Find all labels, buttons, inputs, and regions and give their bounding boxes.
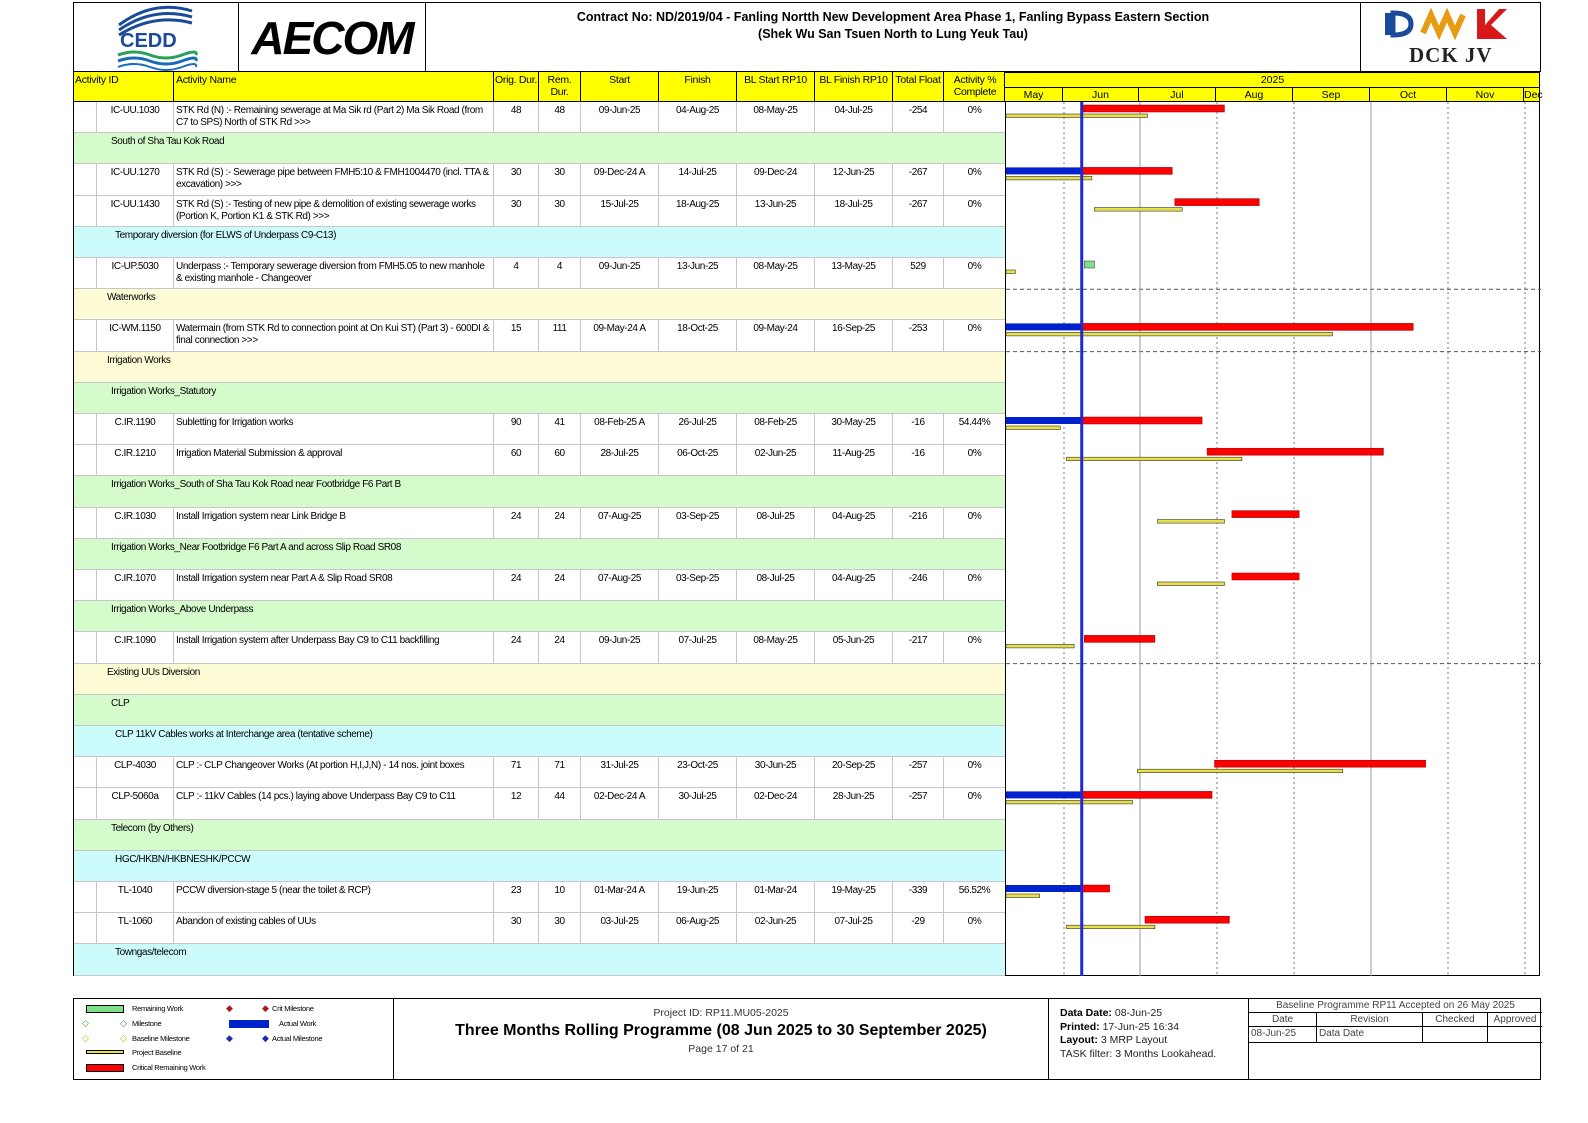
- rev-header-revision: Revision: [1317, 1013, 1423, 1027]
- total-float: -217: [893, 632, 944, 662]
- pct-complete: 54.44%: [944, 414, 1006, 444]
- wbs-band[interactable]: [74, 601, 1006, 632]
- col-rem-dur[interactable]: Rem. Dur.: [539, 72, 581, 101]
- bl-finish: 12-Jun-25: [815, 164, 893, 194]
- rem-dur: 30: [539, 196, 581, 226]
- activity-id: C.IR.1070: [96, 570, 174, 600]
- bl-start: 08-May-25: [737, 102, 815, 132]
- wbs-label: South of Sha Tau Kok Road: [111, 136, 225, 148]
- bl-finish: 18-Jul-25: [815, 196, 893, 226]
- legend-baseline-label: Project Baseline: [132, 1048, 182, 1057]
- wbs-label: CLP 11kV Cables works at Interchange area (tentative scheme): [115, 729, 373, 740]
- start-date: 01-Mar-24 A: [581, 882, 659, 912]
- orig-dur: 24: [494, 632, 539, 662]
- wbs-band[interactable]: [74, 383, 1006, 414]
- page-header: [73, 2, 1541, 72]
- footer-title-block: [394, 999, 1049, 1079]
- critical-remaining-bar: [1145, 916, 1229, 923]
- start-date: 07-Aug-25: [581, 508, 659, 538]
- data-date-line: [1080, 102, 1083, 976]
- activity-name: STK Rd (N) :- Remaining sewerage at Ma Sik rd (Part 2) Ma Sik Road (from C7 to SPS) North of STK Rd >>>: [174, 102, 494, 132]
- start-date: 09-May-24 A: [581, 320, 659, 350]
- activity-table: [73, 102, 1005, 976]
- baseline-bar: [1006, 176, 1092, 180]
- activity-id: C.IR.1190: [96, 414, 174, 444]
- wbs-band[interactable]: [74, 851, 1006, 882]
- legend-baseline-milestone-icon-2: ◇: [120, 1033, 127, 1043]
- total-float: -16: [893, 445, 944, 475]
- orig-dur: 71: [494, 757, 539, 787]
- table-row[interactable]: [74, 164, 1006, 195]
- col-finish[interactable]: Finish: [659, 72, 737, 101]
- activity-id: TL-1060: [96, 913, 174, 943]
- orig-dur: 30: [494, 196, 539, 226]
- aecom-logo: [239, 3, 426, 73]
- start-date: 03-Jul-25: [581, 913, 659, 943]
- critical-remaining-bar: [1082, 885, 1110, 892]
- legend-critical-label: Critical Remaining Work: [132, 1063, 206, 1072]
- pct-complete: 0%: [944, 164, 1006, 194]
- pct-complete: 0%: [944, 508, 1006, 538]
- total-float: -16: [893, 414, 944, 444]
- layout-value: 3 MRP Layout: [1100, 1034, 1168, 1046]
- finish-date: 23-Oct-25: [659, 757, 737, 787]
- month-label: Jul: [1139, 88, 1216, 102]
- total-float: 529: [893, 258, 944, 288]
- critical-remaining-bar: [1082, 167, 1173, 174]
- finish-date: 03-Sep-25: [659, 570, 737, 600]
- finish-date: 19-Jun-25: [659, 882, 737, 912]
- month-label: Oct: [1370, 88, 1447, 102]
- critical-remaining-bar: [1232, 511, 1299, 518]
- bl-start: 01-Mar-24: [737, 882, 815, 912]
- contract-title: [426, 3, 1360, 73]
- pct-complete: 0%: [944, 258, 1006, 288]
- actual-work-bar: [1006, 885, 1082, 892]
- revision-table: [1249, 999, 1542, 1079]
- rem-dur: 4: [539, 258, 581, 288]
- month-label: May: [1005, 88, 1063, 102]
- month-label: Aug: [1216, 88, 1293, 102]
- activity-name: STK Rd (S) :- Sewerage pipe between FMH5:10 & FMH1004470 (incl. TTA & excavation) >>>: [174, 164, 494, 194]
- rev-row-approved: [1488, 1027, 1542, 1043]
- page-footer: [73, 998, 1541, 1080]
- start-date: 09-Jun-25: [581, 632, 659, 662]
- actual-work-bar: [1006, 417, 1082, 424]
- start-date: 08-Feb-25 A: [581, 414, 659, 444]
- bl-start: 08-May-25: [737, 258, 815, 288]
- finish-date: 26-Jul-25: [659, 414, 737, 444]
- baseline-bar: [1006, 894, 1040, 898]
- rem-dur: 44: [539, 788, 581, 818]
- dck-symbols-icon: [1361, 3, 1543, 43]
- activity-name: Install Irrigation system after Underpass Bay C9 to C11 backfilling: [174, 632, 494, 662]
- activity-name: PCCW diversion-stage 5 (near the toilet & RCP): [174, 882, 494, 912]
- printed-label: Printed:: [1060, 1020, 1100, 1033]
- legend-actual-swatch: [229, 1020, 269, 1028]
- legend-baseline-milestone-icon: ◇: [82, 1033, 89, 1043]
- table-header: [73, 72, 1005, 102]
- pct-complete: 0%: [944, 445, 1006, 475]
- wbs-band[interactable]: [74, 227, 1006, 258]
- baseline-bar: [1006, 800, 1132, 804]
- activity-name: Install Irrigation system near Link Bridge B: [174, 508, 494, 538]
- start-date: 02-Dec-24 A: [581, 788, 659, 818]
- baseline-bar: [1067, 925, 1155, 929]
- legend-baseline-milestone-label: Baseline Milestone: [132, 1034, 190, 1043]
- wbs-label: HGC/HKBN/HKBNESHK/PCCW: [115, 853, 251, 865]
- wbs-label: Temporary diversion (for ELWS of Underpass C9-C13): [115, 229, 337, 241]
- table-row[interactable]: [74, 632, 1006, 663]
- pct-complete: 56.52%: [944, 882, 1006, 912]
- printed-value: 17-Jun-25 16:34: [1102, 1020, 1180, 1033]
- bl-start: 30-Jun-25: [737, 757, 815, 787]
- actual-work-bar: [1006, 323, 1082, 330]
- orig-dur: 30: [494, 913, 539, 943]
- activity-name: Abandon of existing cables of UUs: [174, 913, 494, 943]
- activity-id: IC-UU.1030: [96, 102, 174, 132]
- month-label: Sep: [1293, 88, 1370, 102]
- activity-name: Watermain (from STK Rd to connection point at On Kui ST) (Part 3) - 600DI & final connection >>>: [174, 320, 494, 350]
- wbs-band[interactable]: [74, 352, 1006, 383]
- bl-start: 02-Jun-25: [737, 913, 815, 943]
- orig-dur: 24: [494, 570, 539, 600]
- timeline-year: 2025: [1005, 73, 1540, 88]
- wbs-band[interactable]: [74, 695, 1006, 726]
- table-row[interactable]: [74, 414, 1006, 445]
- rem-dur: 41: [539, 414, 581, 444]
- table-row[interactable]: [74, 913, 1006, 944]
- col-activity-name[interactable]: Activity Name: [174, 72, 494, 101]
- month-label: Dec: [1524, 89, 1543, 101]
- data-date-value: 08-Jun-25: [1114, 1007, 1163, 1019]
- activity-id: CLP-4030: [96, 757, 174, 787]
- activity-name: CLP :- CLP Changeover Works (At portion H,I,J,N) - 14 nos. joint boxes: [174, 757, 494, 787]
- table-row[interactable]: [74, 788, 1006, 819]
- col-orig-dur[interactable]: Orig. Dur.: [494, 72, 539, 101]
- wbs-band[interactable]: [74, 820, 1006, 851]
- rev-header-date: Date: [1249, 1013, 1317, 1027]
- rem-dur: 48: [539, 102, 581, 132]
- contract-line-1: Contract No: ND/2019/04 - Fanling Nortth New Development Area Phase 1, Fanling Bypass Eastern Section: [576, 10, 1210, 24]
- col-total-float[interactable]: Total Float: [893, 72, 944, 101]
- orig-dur: 15: [494, 320, 539, 350]
- pct-complete: 0%: [944, 757, 1006, 787]
- month-label: Nov: [1447, 88, 1524, 102]
- start-date: 28-Jul-25: [581, 445, 659, 475]
- critical-remaining-bar: [1082, 791, 1212, 798]
- col-start[interactable]: Start: [581, 72, 659, 101]
- rem-dur: 111: [539, 320, 581, 350]
- col-bl-finish[interactable]: BL Finish RP10: [815, 72, 893, 101]
- finish-date: 18-Aug-25: [659, 196, 737, 226]
- activity-id: C.IR.1210: [96, 445, 174, 475]
- total-float: -339: [893, 882, 944, 912]
- rem-dur: 71: [539, 757, 581, 787]
- pct-complete: 0%: [944, 788, 1006, 818]
- dck-jv-logo: [1360, 3, 1542, 73]
- start-date: 15-Jul-25: [581, 196, 659, 226]
- cedd-logo-icon: [74, 3, 239, 73]
- finish-date: 06-Aug-25: [659, 913, 737, 943]
- pct-complete: 0%: [944, 102, 1006, 132]
- critical-remaining-bar: [1084, 635, 1155, 642]
- activity-name: Irrigation Material Submission & approval: [174, 445, 494, 475]
- activity-name: Install Irrigation system near Part A & Slip Road SR08: [174, 570, 494, 600]
- total-float: -267: [893, 196, 944, 226]
- total-float: -29: [893, 913, 944, 943]
- critical-remaining-bar: [1082, 417, 1202, 424]
- wbs-label: Irrigation Works_Above Underpass: [111, 604, 254, 616]
- actual-work-bar: [1006, 791, 1082, 798]
- bl-finish: 07-Jul-25: [815, 913, 893, 943]
- rev-header-checked: Checked: [1423, 1013, 1488, 1027]
- table-row[interactable]: [74, 882, 1006, 913]
- wbs-label: Irrigation Works_Near Footbridge F6 Part A and across Slip Road SR08: [111, 541, 401, 553]
- activity-name: Underpass :- Temporary sewerage diversion from FMH5.05 to new manhole & existing manhole - Changeover: [174, 258, 494, 288]
- wbs-label: Irrigation Works: [107, 354, 171, 366]
- pct-complete: 0%: [944, 196, 1006, 226]
- legend-baseline-swatch: [86, 1050, 124, 1054]
- activity-id: IC-UU.1430: [96, 196, 174, 226]
- critical-remaining-bar: [1082, 105, 1225, 112]
- wbs-label: Irrigation Works_South of Sha Tau Kok Road near Footbridge F6 Part B: [111, 479, 401, 491]
- activity-name: Subletting for Irrigation works: [174, 414, 494, 444]
- svg-text:CEDD: CEDD: [120, 30, 177, 52]
- critical-remaining-bar: [1215, 760, 1426, 767]
- col-pct-complete[interactable]: Activity % Complete: [953, 74, 997, 98]
- timeline-header: [1005, 72, 1543, 102]
- dck-jv-logo-text: DCK JV: [1409, 43, 1493, 67]
- legend-actual-milestone-label: Actual Milestone: [272, 1034, 323, 1043]
- bl-finish: 04-Aug-25: [815, 570, 893, 600]
- table-row[interactable]: [74, 320, 1006, 351]
- orig-dur: 30: [494, 164, 539, 194]
- critical-remaining-bar: [1082, 323, 1413, 330]
- wbs-label: CLP: [111, 697, 130, 709]
- bl-finish: 28-Jun-25: [815, 788, 893, 818]
- orig-dur: 90: [494, 414, 539, 444]
- baseline-bar: [1006, 270, 1015, 274]
- gantt-chart: [1005, 102, 1540, 976]
- bl-finish: 04-Aug-25: [815, 508, 893, 538]
- legend-crit-milestone-icon: ◆: [226, 1003, 233, 1013]
- legend-crit-milestone-label: Crit Milestone: [272, 1004, 314, 1013]
- rev-row-revision: Data Date: [1317, 1027, 1423, 1043]
- layout-label: Layout:: [1060, 1034, 1098, 1046]
- rem-dur: 60: [539, 445, 581, 475]
- bl-start: 08-Jul-25: [737, 570, 815, 600]
- wbs-band[interactable]: [74, 664, 1006, 695]
- bl-finish: 19-May-25: [815, 882, 893, 912]
- baseline-bar: [1157, 520, 1224, 524]
- table-row[interactable]: [74, 102, 1006, 133]
- activity-id: IC-WM.1150: [96, 320, 174, 350]
- pct-complete: 0%: [944, 570, 1006, 600]
- start-date: 09-Dec-24 A: [581, 164, 659, 194]
- wbs-band[interactable]: [74, 726, 1006, 757]
- baseline-note: Baseline Programme RP11 Accepted on 26 May 2025: [1249, 999, 1542, 1013]
- start-date: 07-Aug-25: [581, 570, 659, 600]
- rem-dur: 30: [539, 164, 581, 194]
- legend-critical-swatch: [86, 1064, 124, 1072]
- start-date: 31-Jul-25: [581, 757, 659, 787]
- finish-date: 13-Jun-25: [659, 258, 737, 288]
- legend-milestone-label: Milestone: [132, 1019, 162, 1028]
- wbs-label: Telecom (by Others): [111, 822, 194, 834]
- page-number: Page 17 of 21: [688, 1043, 754, 1055]
- actual-work-bar: [1006, 167, 1082, 174]
- total-float: -267: [893, 164, 944, 194]
- bl-finish: 11-Aug-25: [815, 445, 893, 475]
- total-float: -216: [893, 508, 944, 538]
- bl-finish: 05-Jun-25: [815, 632, 893, 662]
- project-id: Project ID: RP11.MU05-2025: [653, 1007, 789, 1019]
- bl-start: 09-Dec-24: [737, 164, 815, 194]
- wbs-band[interactable]: [74, 944, 1006, 975]
- critical-remaining-bar: [1207, 448, 1383, 455]
- table-row[interactable]: [74, 445, 1006, 476]
- activity-name: CLP :- 11kV Cables (14 pcs.) laying above Underpass Bay C9 to C11: [174, 788, 494, 818]
- wbs-label: Existing UUs Diversion: [107, 666, 200, 678]
- baseline-bar: [1006, 332, 1333, 336]
- legend-actual-label: Actual Work: [279, 1019, 316, 1028]
- orig-dur: 60: [494, 445, 539, 475]
- bl-finish: 20-Sep-25: [815, 757, 893, 787]
- pct-complete: 0%: [944, 913, 1006, 943]
- legend-remaining-label: Remaining Work: [132, 1004, 184, 1013]
- rem-dur: 30: [539, 913, 581, 943]
- rem-dur: 24: [539, 570, 581, 600]
- orig-dur: 48: [494, 102, 539, 132]
- baseline-bar: [1006, 426, 1060, 430]
- rev-row-date: 08-Jun-25: [1249, 1027, 1317, 1043]
- baseline-bar: [1157, 582, 1224, 586]
- table-row[interactable]: [74, 196, 1006, 227]
- rem-dur: 10: [539, 882, 581, 912]
- table-row[interactable]: [74, 258, 1006, 289]
- gantt-svg: [1006, 102, 1541, 976]
- baseline-bar: [1137, 769, 1342, 773]
- bl-start: 08-Jul-25: [737, 508, 815, 538]
- pct-complete: 0%: [944, 320, 1006, 350]
- total-float: -257: [893, 788, 944, 818]
- activity-id: IC-UP.5030: [96, 258, 174, 288]
- wbs-band[interactable]: [74, 476, 1006, 507]
- footer-info: [1049, 999, 1249, 1079]
- total-float: -254: [893, 102, 944, 132]
- rem-dur: 24: [539, 508, 581, 538]
- activity-id: CLP-5060a: [96, 788, 174, 818]
- bl-finish: 30-May-25: [815, 414, 893, 444]
- legend: [74, 999, 394, 1079]
- activity-id: C.IR.1030: [96, 508, 174, 538]
- finish-date: 04-Aug-25: [659, 102, 737, 132]
- finish-date: 18-Oct-25: [659, 320, 737, 350]
- bl-start: 08-May-25: [737, 632, 815, 662]
- activity-id: TL-1040: [96, 882, 174, 912]
- table-row[interactable]: [74, 508, 1006, 539]
- bl-start: 13-Jun-25: [737, 196, 815, 226]
- finish-date: 30-Jul-25: [659, 788, 737, 818]
- bl-start: 08-Feb-25: [737, 414, 815, 444]
- legend-remaining-swatch: [86, 1005, 124, 1013]
- bl-start: 02-Jun-25: [737, 445, 815, 475]
- wbs-band[interactable]: [74, 539, 1006, 570]
- finish-date: 06-Oct-25: [659, 445, 737, 475]
- finish-date: 14-Jul-25: [659, 164, 737, 194]
- finish-date: 07-Jul-25: [659, 632, 737, 662]
- baseline-bar: [1067, 457, 1242, 461]
- bl-finish: 16-Sep-25: [815, 320, 893, 350]
- bl-start: 02-Dec-24: [737, 788, 815, 818]
- schedule-page: [73, 2, 1541, 1082]
- baseline-bar: [1006, 644, 1074, 648]
- col-activity-id[interactable]: Activity ID: [74, 72, 174, 101]
- wbs-band[interactable]: [74, 133, 1006, 164]
- rev-row-checked: [1423, 1027, 1488, 1043]
- total-float: -246: [893, 570, 944, 600]
- critical-remaining-bar: [1232, 573, 1299, 580]
- wbs-label: Irrigation Works_Statutory: [111, 385, 217, 397]
- orig-dur: 4: [494, 258, 539, 288]
- baseline-bar: [1094, 208, 1182, 212]
- contract-line-2: (Shek Wu San Tsuen North to Lung Yeuk Tau): [758, 27, 1028, 41]
- baseline-bar: [1006, 114, 1147, 118]
- data-date-label: Data Date:: [1060, 1007, 1112, 1019]
- report-title: Three Months Rolling Programme (08 Jun 2025 to 30 September 2025): [455, 1022, 987, 1039]
- legend-milestone-icon: ◇: [82, 1018, 89, 1028]
- legend-crit-milestone-icon-2: ◆: [262, 1003, 269, 1013]
- activity-id: C.IR.1090: [96, 632, 174, 662]
- col-bl-start[interactable]: BL Start RP10: [737, 72, 815, 101]
- orig-dur: 24: [494, 508, 539, 538]
- activity-name: STK Rd (S) :- Testing of new pipe & demolition of existing sewerage works (Portion K, Portion K1 & STK Rd) >>>: [174, 196, 494, 226]
- total-float: -257: [893, 757, 944, 787]
- activity-id: IC-UU.1270: [96, 164, 174, 194]
- rem-dur: 24: [539, 632, 581, 662]
- remaining-work-bar: [1084, 261, 1094, 268]
- critical-remaining-bar: [1175, 199, 1259, 206]
- task-filter: TASK filter: 3 Months Lookahead.: [1060, 1047, 1217, 1060]
- table-row[interactable]: [74, 570, 1006, 601]
- orig-dur: 12: [494, 788, 539, 818]
- legend-milestone-icon-2: ◇: [120, 1018, 127, 1028]
- finish-date: 03-Sep-25: [659, 508, 737, 538]
- wbs-label: Towngas/telecom: [115, 947, 187, 959]
- month-label: Jun: [1063, 88, 1139, 102]
- pct-complete: 0%: [944, 632, 1006, 662]
- table-row[interactable]: [74, 757, 1006, 788]
- aecom-logo-text: AECOM: [251, 12, 413, 64]
- bl-start: 09-May-24: [737, 320, 815, 350]
- start-date: 09-Jun-25: [581, 258, 659, 288]
- wbs-label: Waterworks: [107, 292, 156, 304]
- total-float: -253: [893, 320, 944, 350]
- legend-actual-milestone-icon-2: ◆: [262, 1033, 269, 1043]
- start-date: 09-Jun-25: [581, 102, 659, 132]
- bl-finish: 13-May-25: [815, 258, 893, 288]
- legend-actual-milestone-icon: ◆: [226, 1033, 233, 1043]
- cedd-logo: [74, 3, 239, 73]
- wbs-band[interactable]: [74, 289, 1006, 320]
- bl-finish: 04-Jul-25: [815, 102, 893, 132]
- orig-dur: 23: [494, 882, 539, 912]
- rev-header-approved: Approved: [1488, 1013, 1542, 1027]
